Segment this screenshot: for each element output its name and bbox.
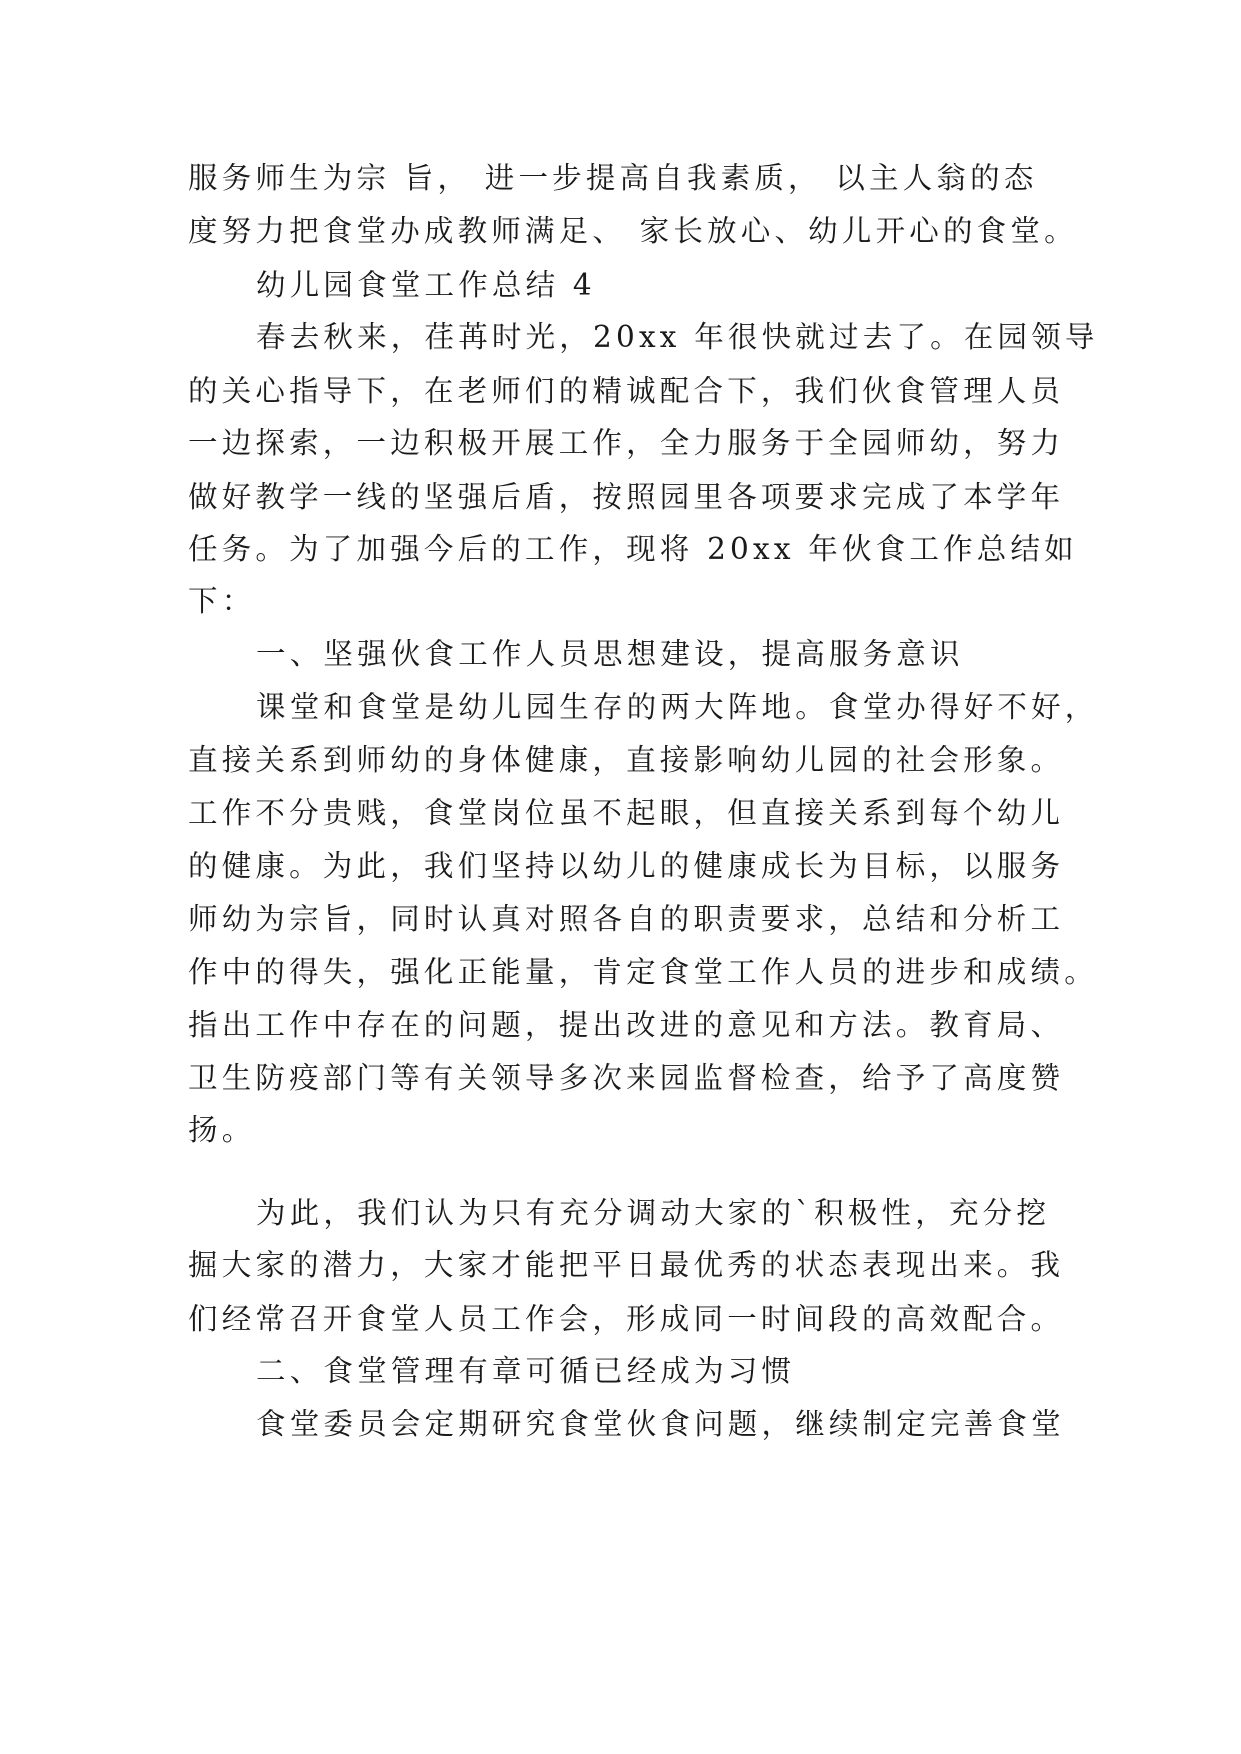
paragraph-line: 课堂和食堂是幼儿园生存的两大阵地。食堂办得好不好， (256, 690, 1099, 724)
section-heading: 幼儿园食堂工作总结 4 (256, 268, 596, 302)
section-heading: 一、坚强伙食工作人员思想建设，提高服务意识 (256, 637, 964, 671)
paragraph-line: 师幼为宗旨，同时认真对照各自的职责要求，总结和分析工 (188, 902, 1065, 936)
paragraph-line: 作中的得失，强化正能量，肯定食堂工作人员的进步和成绩。 (188, 955, 1098, 989)
paragraph-line: 们经常召开食堂人员工作会，形成同一时间段的高效配合。 (188, 1302, 1065, 1336)
paragraph-line: 食堂委员会定期研究食堂伙食问题，继续制定完善食堂 (256, 1407, 1065, 1441)
paragraph-line: 掘大家的潜力，大家才能把平日最优秀的状态表现出来。我 (188, 1248, 1065, 1282)
paragraph-line: 春去秋来，荏苒时光，20xx 年很快就过去了。在园领导 (256, 320, 1099, 354)
paragraph-line: 度努力把食堂办成教师满足、 家长放心、幼儿开心的食堂。 (188, 214, 1078, 248)
paragraph-line: 服务师生为宗 旨， 进一步提高自我素质， 以主人翁的态 (188, 161, 1038, 195)
paragraph-line: 的健康。为此，我们坚持以幼儿的健康成长为目标，以服务 (188, 849, 1065, 883)
paragraph-line: 为此，我们认为只有充分调动大家的`积极性，充分挖 (256, 1196, 1051, 1230)
paragraph-line: 扬。 (188, 1113, 256, 1147)
paragraph-line: 任务。为了加强今后的工作，现将 20xx 年伙食工作总结如 (188, 532, 1078, 566)
paragraph-line: 一边探索，一边积极开展工作，全力服务于全园师幼，努力 (188, 426, 1065, 460)
paragraph-line: 工作不分贵贱，食堂岗位虽不起眼，但直接关系到每个幼儿 (188, 796, 1065, 830)
paragraph-line: 卫生防疫部门等有关领导多次来园监督检查，给予了高度赞 (188, 1061, 1065, 1095)
paragraph-line: 做好教学一线的坚强后盾，按照园里各项要求完成了本学年 (188, 480, 1065, 514)
paragraph-line: 直接关系到师幼的身体健康，直接影响幼儿园的社会形象。 (188, 743, 1065, 777)
paragraph-line: 下： (188, 584, 256, 618)
paragraph-line: 指出工作中存在的问题，提出改进的意见和方法。教育局、 (188, 1008, 1065, 1042)
section-heading: 二、食堂管理有章可循已经成为习惯 (256, 1354, 796, 1388)
paragraph-line: 的关心指导下，在老师们的精诚配合下，我们伙食管理人员 (188, 374, 1065, 408)
